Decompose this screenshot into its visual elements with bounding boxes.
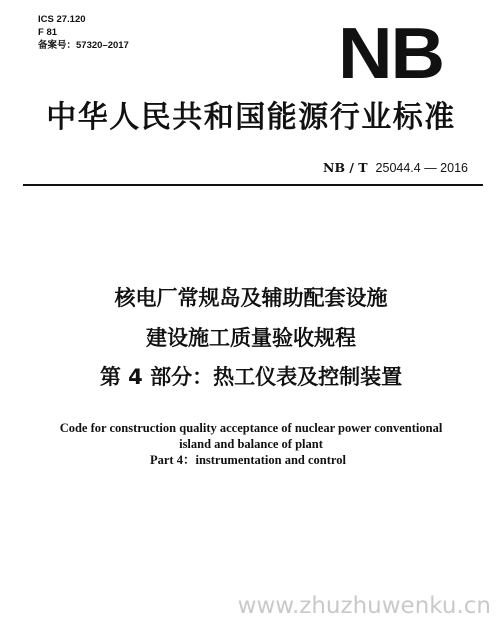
record-number: 备案号：57320–2017 (38, 40, 129, 51)
category-code: F 81 (38, 27, 58, 38)
standard-number (323, 160, 468, 176)
site-watermark: www.zhuzhuwenku.cn (237, 593, 491, 619)
english-title-line-3: Part 4：instrumentation and control (150, 453, 346, 467)
english-title-line-2: island and balance of plant (179, 437, 323, 451)
document-metadata (38, 13, 129, 52)
english-title (0, 420, 502, 468)
standard-number-prefix: NB / T (323, 160, 368, 175)
standard-number-value: 25044.4 — 2016 (375, 161, 468, 175)
nb-logo: NB (338, 14, 443, 94)
chinese-title-line-3: 第 4 部分：热工仪表及控制装置 (99, 365, 403, 389)
chinese-title-line-1: 核电厂常规岛及辅助配套设施 (114, 286, 388, 310)
header-divider (23, 184, 483, 186)
english-title-line-1: Code for construction quality acceptance of nuclear power conventional (59, 421, 443, 435)
ics-code: ICS 27.120 (38, 14, 86, 25)
organization-title: 中华人民共和国能源行业标准 (46, 100, 456, 135)
chinese-title-line-2: 建设施工质量验收规程 (146, 326, 356, 350)
